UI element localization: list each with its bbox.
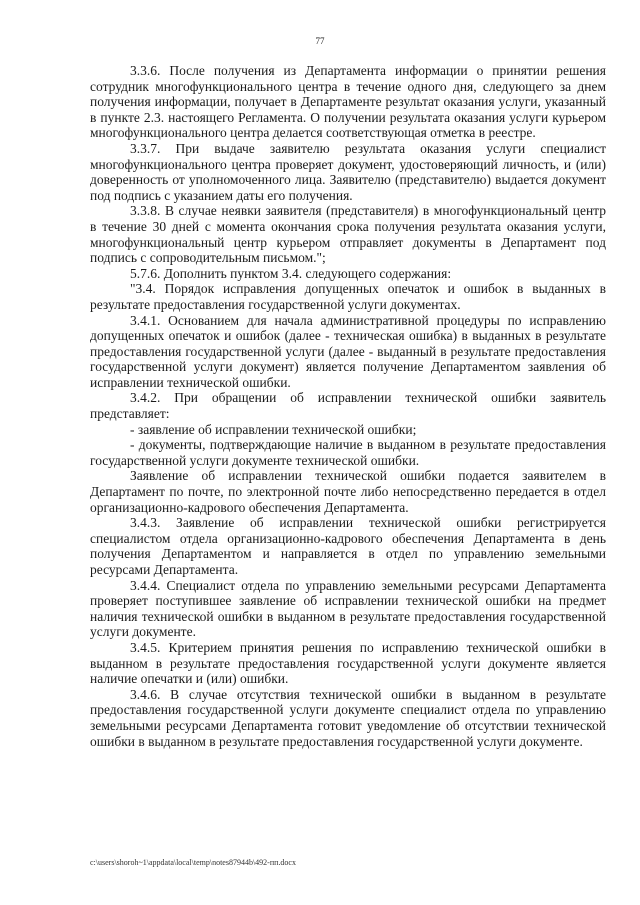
list-item: - документы, подтверждающие наличие в выданном в результате предоставления государственной услуги документе технической ошибки. <box>90 437 606 468</box>
paragraph: 5.7.6. Дополнить пунктом 3.4. следующего содержания: <box>130 265 452 281</box>
paragraph: 3.3.6. После получения из Департамента информации о принятии решения сотрудник многофункционального центра в течение одного дня, следующего за днем получения информации, получает в Департаменте результат оказания услуги, указанный в пункте 2.3. настоящего Регламента. О получении результата оказания услуги курьером многофункционального центра делается соответствующая отметка в реестре. <box>90 63 606 141</box>
paragraph: "3.4. Порядок исправления допущенных опечаток и ошибок в выданных в результате предоставления государственной услуги документах. <box>90 281 606 312</box>
list-item: - заявление об исправлении технической ошибки; <box>130 421 417 437</box>
paragraph: 3.4.1. Основанием для начала административной процедуры по исправлению допущенных опечаток и ошибок (далее - техническая ошибка) в выданных в результате предоставления государственной услуги (далее - выданный в результате предоставления государственной услуги документ) является получение Департаментом заявления об исправлении технической ошибки. <box>90 312 606 390</box>
paragraph: 3.4.6. В случае отсутствия технической ошибки в выданном в результате предоставления государственной услуги документе специалист отдела по управлению земельными ресурсами Департамента готовит уведомление об отсутствии технической ошибки в выданном в результате предоставления государственной услуги документе. <box>90 686 606 749</box>
footer-file-path: c:\users\shoroh~1\appdata\local\temp\notes87944b\492-пп.docx <box>90 858 296 867</box>
paragraph: 3.4.3. Заявление об исправлении технической ошибки регистрируется специалистом отдела организационно-кадрового обеспечения Департамента в день получения Департаментом и направляется в отдел по управлению земельными ресурсами Департамента. <box>90 515 606 577</box>
paragraph: 3.4.2. При обращении об исправлении технической ошибки заявитель представляет: <box>90 390 606 422</box>
paragraph: Заявление об исправлении технической ошибки подается заявителем в Департамент по почте, по электронной почте либо непосредственно передается в отдел организационно-кадрового обеспечения Департамента. <box>90 468 606 515</box>
paragraph: 3.3.7. При выдаче заявителю результата оказания услуги специалист многофункционального центра проверяет документ, удостоверяющий личность, и (или) доверенность от уполномоченного лица. Заявителю (представителю) выдается документ под подпись с указанием даты его получения. <box>90 140 606 203</box>
document-body <box>90 63 606 749</box>
paragraph: 3.4.5. Критерием принятия решения по исправлению технической ошибки в выданном в результате предоставления государственной услуги документе является наличие опечатки и (или) ошибки. <box>90 639 606 687</box>
paragraph: 3.4.4. Специалист отдела по управлению земельными ресурсами Департамента проверяет поступившее заявление об исправлении технической ошибки на предмет наличия технической ошибки в выданном в результате предоставления государственной услуги документе. <box>90 577 606 640</box>
page-number: 77 <box>315 36 325 46</box>
paragraph: 3.3.8. В случае неявки заявителя (представителя) в многофункциональный центр в течение 30 дней с момента окончания срока получения результата оказания услуги, многофункциональный центр курьером отправляет документы в Департамент под подпись с сопроводительным письмом."; <box>90 203 606 266</box>
